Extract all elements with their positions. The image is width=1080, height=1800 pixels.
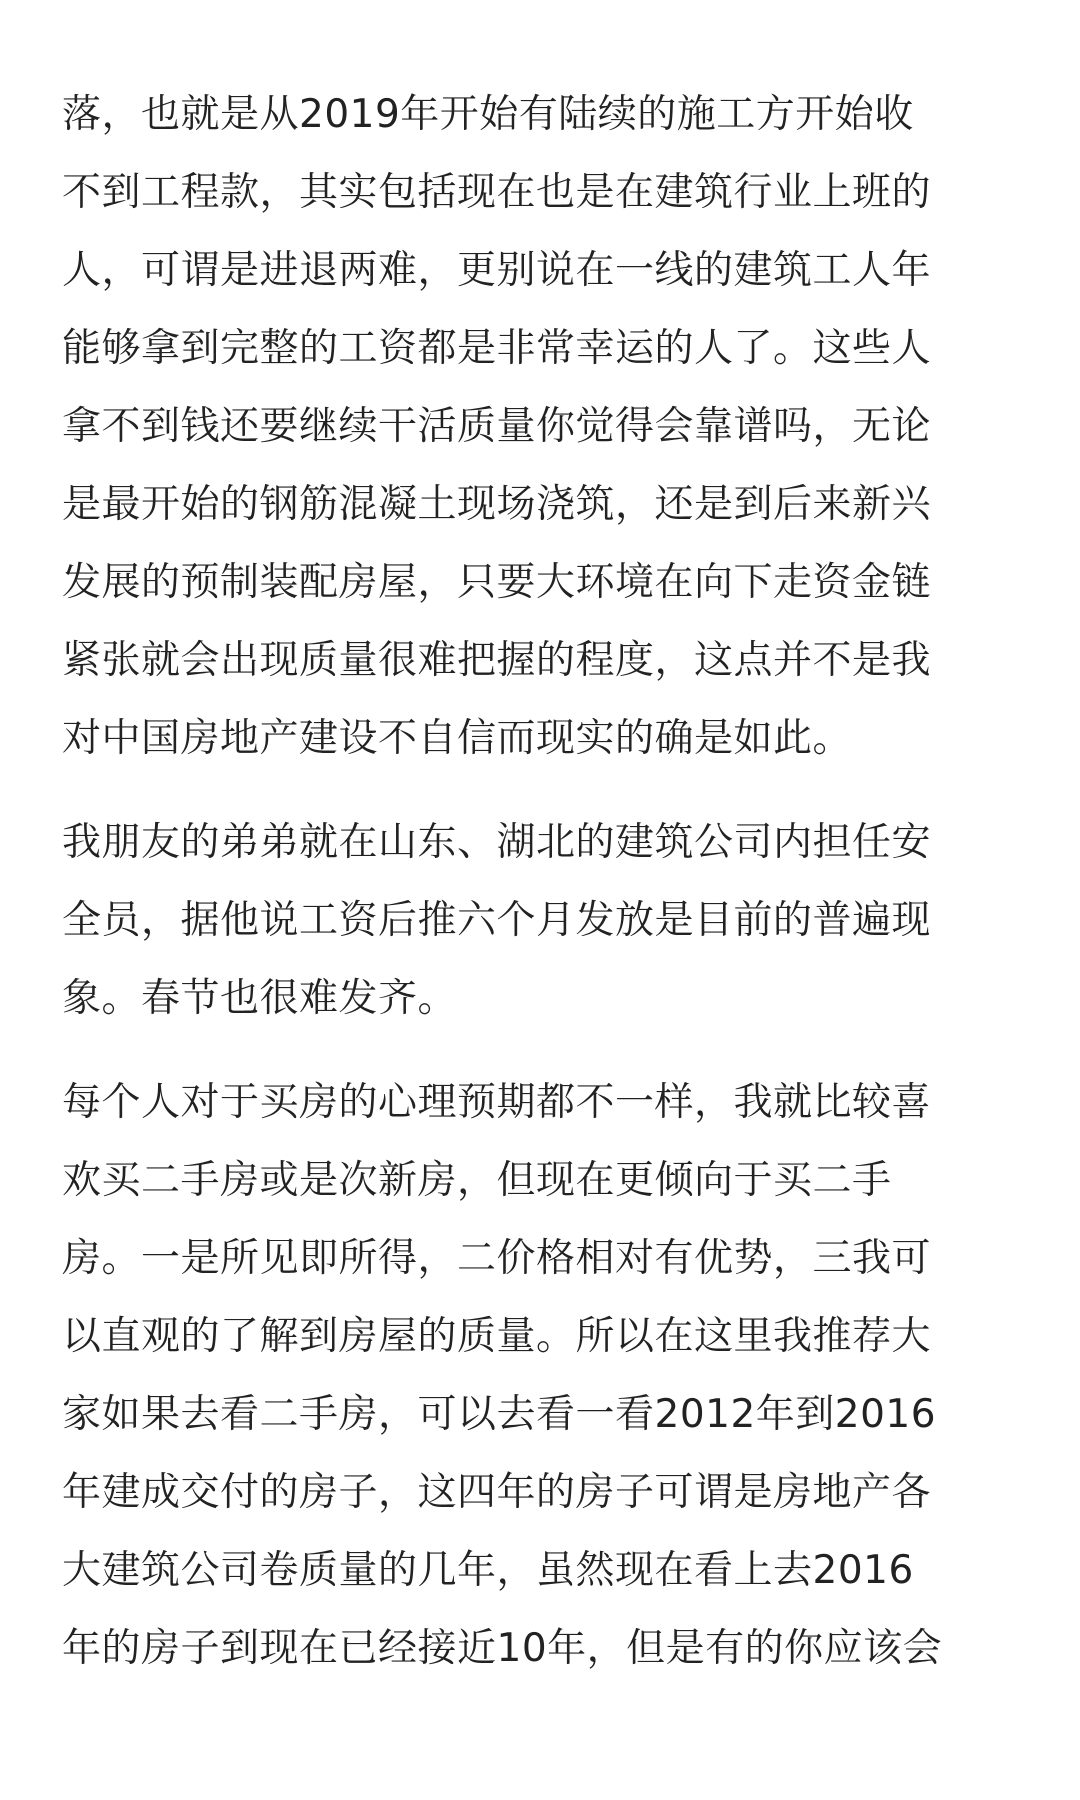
text-line: 拿不到钱还要继续干活质量你觉得会靠谱吗，无论 <box>62 404 932 449</box>
text-line: 发展的预制装配房屋，只要大环境在向下走资金链 <box>62 560 932 605</box>
text-line: 我朋友的弟弟就在山东、湖北的建筑公司内担任安 <box>62 820 932 865</box>
text-line: 年的房子到现在已经接近10年，但是有的你应该会 <box>62 1626 943 1671</box>
text-line: 人，可谓是进退两难，更别说在一线的建筑工人年 <box>62 248 932 293</box>
text-line: 大建筑公司卷质量的几年，虽然现在看上去2016 <box>62 1548 914 1593</box>
paragraph-construction-funding <box>62 76 1022 778</box>
text-line: 能够拿到完整的工资都是非常幸运的人了。这些人 <box>62 326 932 371</box>
text-line: 对中国房地产建设不自信而现实的确是如此。 <box>62 716 853 761</box>
text-line: 年建成交付的房子，这四年的房子可谓是房地产各 <box>62 1470 932 1515</box>
text-line: 象。春节也很难发齐。 <box>62 976 458 1021</box>
text-line: 全员，据他说工资后推六个月发放是目前的普遍现 <box>62 898 932 943</box>
paragraph-friend-brother <box>62 804 1022 1038</box>
text-line: 家如果去看二手房，可以去看一看2012年到2016 <box>62 1392 937 1437</box>
text-line: 是最开始的钢筋混凝土现场浇筑，还是到后来新兴 <box>62 482 932 527</box>
text-line: 每个人对于买房的心理预期都不一样，我就比较喜 <box>62 1080 932 1125</box>
text-line: 欢买二手房或是次新房，但现在更倾向于买二手 <box>62 1158 892 1203</box>
text-line: 房。一是所见即所得，二价格相对有优势，三我可 <box>62 1236 932 1281</box>
article-body <box>62 76 1022 1688</box>
text-line: 不到工程款，其实包括现在也是在建筑行业上班的 <box>62 170 932 215</box>
text-line: 紧张就会出现质量很难把握的程度，这点并不是我 <box>62 638 932 683</box>
text-line: 以直观的了解到房屋的质量。所以在这里我推荐大 <box>62 1314 932 1359</box>
text-line: 落，也就是从2019年开始有陆续的施工方开始收 <box>62 92 914 137</box>
paragraph-buying-advice <box>62 1064 1022 1688</box>
